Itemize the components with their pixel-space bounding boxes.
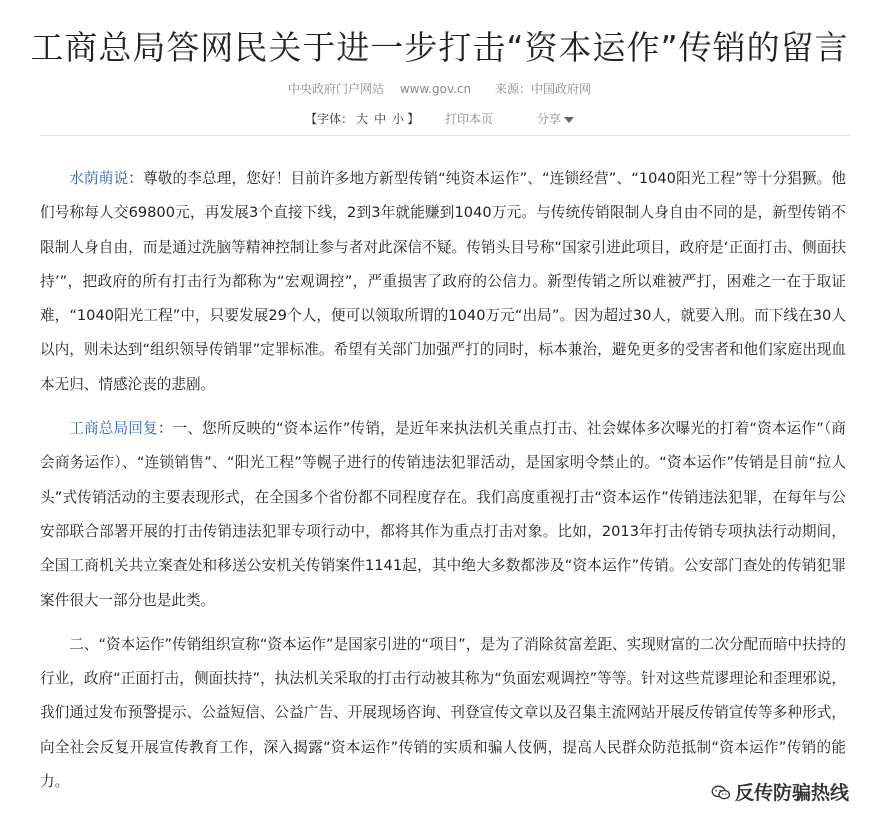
article-title: 工商总局答网民关于进一步打击“资本运作”传销的留言 (30, 28, 849, 67)
article-body (40, 162, 846, 809)
question-paragraph (40, 162, 846, 402)
share-label: 分享 (536, 112, 561, 126)
source-label: 来源： (494, 82, 531, 96)
source-name: 中国政府网 (530, 82, 591, 96)
answer-paragraph-1 (40, 412, 846, 618)
answer-speaker: 工商总局回复 (69, 420, 158, 438)
answer-text-1: ：一、您所反映的“资本运作”传销，是近年来执法机关重点打击、社会媒体多次曝光的打着“资本运作”（商会商务运作）、“连锁销售”、“阳光工程”等幌子进行的传销违法犯罪活动，是国家明令禁止的。“资本运作”传销是目前“拉人头”式传销活动的主要表现形式，在全国多个省份都不同程度存在。我们高度重视打击“资本运作”传销违法犯罪，在每年与公安部联合部署开展的打击传销违法犯罪专项行动中，都将其作为重点打击对象。比如，2013年打击传销专项执法行动期间，全国工商机关共立案查处和移送公安机关传销案件1141起，其中绝大多数都涉及“资本运作”传销。公安部门查处的传销犯罪案件很大一部分也是此类。 (40, 420, 846, 609)
source-block (495, 82, 591, 96)
font-small-link[interactable]: 小 (392, 112, 405, 126)
watermark-text: 反传防骗热线 (734, 782, 849, 804)
chevron-down-icon (564, 117, 574, 123)
source-site: 中央政府门户网站 (287, 82, 384, 96)
answer-paragraph-2 (40, 628, 846, 799)
font-suffix: 】 (407, 112, 420, 126)
divider (40, 135, 850, 136)
font-large-link[interactable]: 大 (356, 112, 369, 126)
print-page-link[interactable]: 打印本页 (445, 112, 494, 126)
wechat-icon (711, 785, 731, 801)
share-button[interactable] (537, 112, 574, 126)
font-prefix: 【字体： (305, 112, 354, 126)
font-medium-link[interactable]: 中 (374, 112, 387, 126)
article-toolbar (0, 110, 879, 127)
font-size-selector (305, 112, 419, 126)
source-url[interactable]: www.gov.cn (399, 82, 472, 96)
question-text: ：尊敬的李总理，您好！目前许多地方新型传销“纯资本运作”、“连锁经营”、“1040阳光工程”等十分猖獗。他们号称每人交69800元，再发展3个直接下线，2到3年就能赚到1040万元。与传统传销限制人身自由不同的是，新型传销不限制人身自由，而是通过洗脑等精神控制让参与者对此深信不疑。传销头目号称“国家引进此项目，政府是‘正面打击、侧面扶持’”，把政府的所有打击行为都称为“宏观调控”，严重损害了政府的公信力。新型传销之所以难被严打，困难之一在于取证难，“1040阳光工程”中，只要发展29个人，便可以领取所谓的1040万元“出局”。因为超过30人，就要入刑。而下线在30人以内，则未达到“组织领导传销罪”定罪标准。希望有关部门加强严打的同时，标本兼治，避免更多的受害者和他们家庭出现血本无归、情感沦丧的悲剧。 (40, 170, 846, 393)
question-speaker: 水荫萌说 (69, 170, 129, 187)
answer-text-2: 二、“资本运作”传销组织宣称“资本运作”是国家引进的“项目”，是为了消除贫富差距、实现财富的二次分配而暗中扶持的行业，政府“正面打击，侧面扶持”，执法机关采取的打击行动被其称为“负面宏观调控”等等。针对这些荒谬理论和歪理邪说，我们通过发布预警提示、公益短信、公益广告、开展现场咨询、刊登宣传文章以及召集主流网站开展反传销宣传等多种形式，向全社会反复开展宣传教育工作，深入揭露“资本运作”传销的实质和骗人伎俩，提高人民群众防范抵制“资本运作”传销的能力。 (40, 635, 846, 791)
article-meta (0, 80, 879, 97)
watermark (711, 778, 849, 805)
